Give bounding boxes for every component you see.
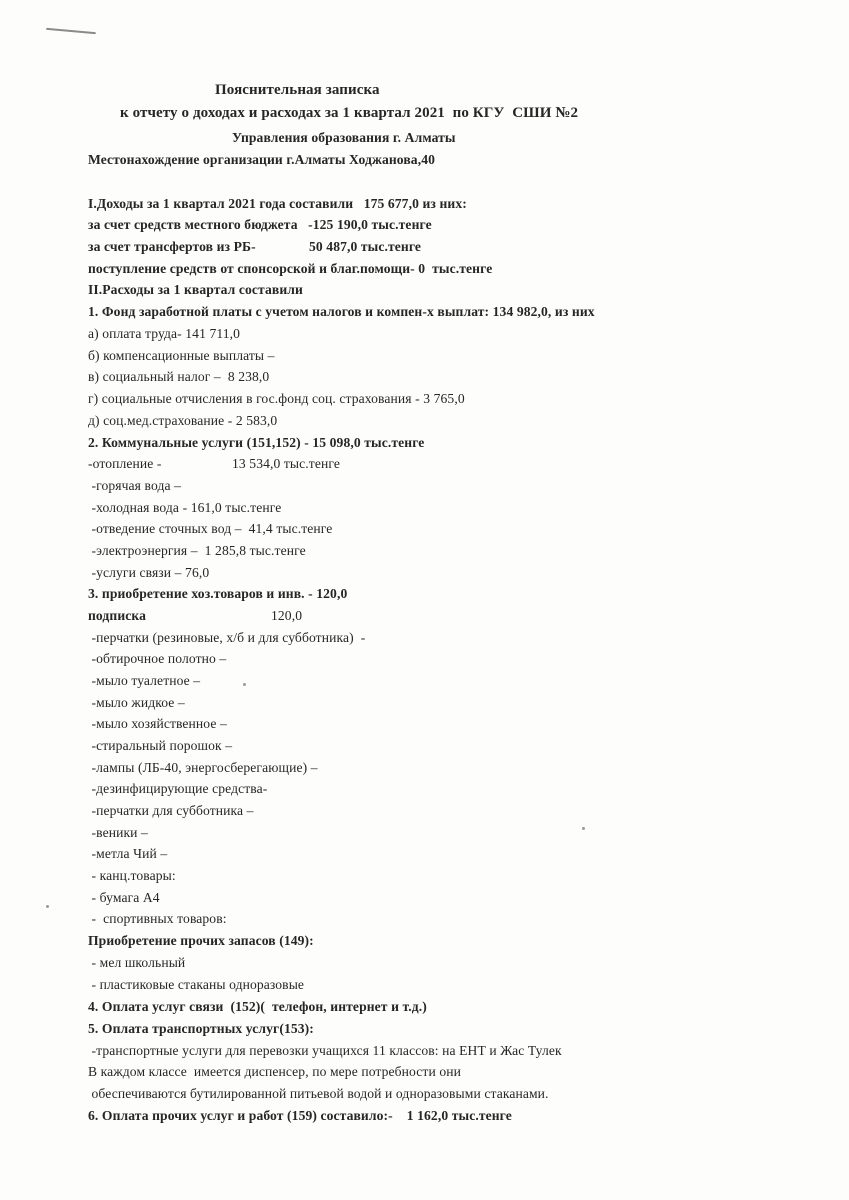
goods-item: -перчатки для субботника – [88, 803, 254, 818]
utilities-item: -электроэнергия – 1 285,8 тыс.тенге [88, 543, 306, 558]
income-local-budget: за счет средств местного бюджета -125 190,0 тыс.тенге [88, 217, 432, 232]
utilities-item: -горячая вода – [88, 478, 182, 493]
payroll-title: 1. Фонд заработной платы с учетом налогов и компен-х выплат: 134 982,0, из них [88, 304, 595, 319]
transport-title: 5. Оплата транспортных услуг(153): [88, 1021, 314, 1036]
scan-speck [46, 905, 49, 908]
utilities-heating-value: 13 534,0 тыс.тенге [232, 456, 340, 471]
goods-title: 3. приобретение хоз.товаров и инв. - 120,0 [88, 586, 348, 601]
goods-item: - бумага А4 [88, 890, 160, 905]
payroll-item: д) соц.мед.страхование - 2 583,0 [88, 413, 278, 428]
utilities-item: -услуги связи – 76,0 [88, 565, 210, 580]
goods-item: -обтирочное полотно – [88, 651, 227, 666]
transport-line: -транспортные услуги для перевозки учащихся 11 классов: на ЕНТ и Жас Тулек [88, 1043, 562, 1058]
other-supplies-item: - пластиковые стаканы одноразовые [88, 977, 305, 992]
subscription-label: подписка [88, 608, 147, 623]
subscription-value: 120,0 [271, 608, 303, 623]
goods-item: -перчатки (резиновые, х/б и для субботника) - [88, 630, 366, 645]
utilities-heating-label: -отопление - [88, 456, 162, 471]
other-supplies-item: - мел школьный [88, 955, 186, 970]
communication-services-title: 4. Оплата услуг связи (152)( телефон, интернет и т.д.) [88, 999, 427, 1014]
other-services-title: 6. Оплата прочих услуг и работ (159) составило:- 1 162,0 тыс.тенге [88, 1108, 512, 1123]
income-transfers-label: за счет трансфертов из РБ- [88, 239, 256, 254]
scan-speck [582, 827, 585, 830]
goods-item: - спортивных товаров: [88, 911, 227, 926]
expenses-header: II.Расходы за 1 квартал составили [88, 282, 303, 297]
utilities-item: -холодная вода - 161,0 тыс.тенге [88, 500, 282, 515]
goods-item: -метла Чий – [88, 846, 168, 861]
goods-item: -мыло туалетное – [88, 673, 201, 688]
goods-item: - канц.товары: [88, 868, 176, 883]
goods-item: -веники – [88, 825, 148, 840]
payroll-item: а) оплата труда- 141 711,0 [88, 326, 241, 341]
scan-mark [46, 28, 96, 34]
payroll-item: в) социальный налог – 8 238,0 [88, 369, 270, 384]
other-supplies-title: Приобретение прочих запасов (149): [88, 933, 314, 948]
payroll-item: г) социальные отчисления в гос.фонд соц. страхования - 3 765,0 [88, 391, 465, 406]
transport-line: В каждом классе имеется диспенсер, по мере потребности они [88, 1064, 461, 1079]
document-title: Пояснительная записка [215, 82, 380, 98]
goods-item: -стиральный порошок – [88, 738, 233, 753]
utilities-item: -отведение сточных вод – 41,4 тыс.тенге [88, 521, 333, 536]
department-line: Управления образования г. Алматы [232, 130, 456, 145]
scan-speck [243, 683, 246, 686]
goods-item: -мыло жидкое – [88, 695, 185, 710]
goods-item: -дезинфицирующие средства- [88, 781, 268, 796]
goods-item: -лампы (ЛБ-40, энергосберегающие) – [88, 760, 318, 775]
document-subtitle: к отчету о доходах и расходах за 1 квартал 2021 по КГУ СШИ №2 [120, 105, 579, 121]
payroll-item: б) компенсационные выплаты – [88, 348, 275, 363]
utilities-title: 2. Коммунальные услуги (151,152) - 15 098,0 тыс.тенге [88, 435, 425, 450]
location-line: Местонахождение организации г.Алматы Ходжанова,40 [88, 152, 435, 167]
transport-line: обеспечиваются бутилированной питьевой водой и одноразовыми стаканами. [88, 1086, 549, 1101]
goods-item: -мыло хозяйственное – [88, 716, 227, 731]
income-total: I.Доходы за 1 квартал 2021 года составили 175 677,0 из них: [88, 196, 467, 211]
income-sponsorship: поступление средств от спонсорской и благ.помощи- 0 тыс.тенге [88, 261, 493, 276]
income-transfers-value: 50 487,0 тыс.тенге [309, 239, 422, 254]
